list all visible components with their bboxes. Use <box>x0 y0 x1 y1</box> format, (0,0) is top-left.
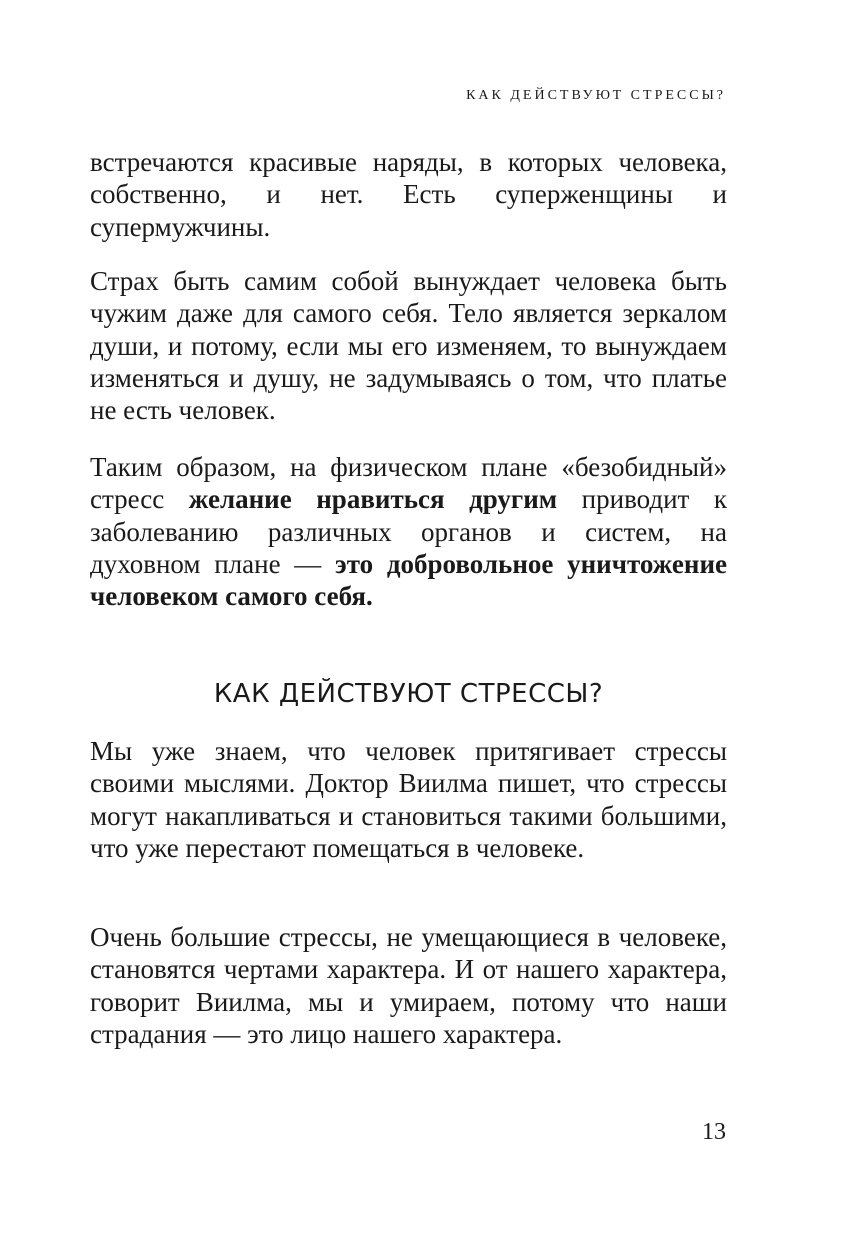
paragraph <box>90 146 727 243</box>
bold-phrase: это добровольное уничтожение человеком самого себя. <box>90 548 727 612</box>
bold-phrase: желание нравиться другим <box>188 484 558 515</box>
page-number: 13 <box>702 1119 726 1145</box>
section-heading: КАК ДЕЙСТВУЮТ СТРЕССЫ? <box>213 679 604 709</box>
paragraph <box>90 265 727 426</box>
paragraph <box>90 921 727 1050</box>
paragraph-text: Страх быть самим собой вынуждает человека быть чужим даже для самого себя. Тело является зеркалом души, и потому, если мы его изменяем, то вынуждаем изменяться и душу, не задумываясь о том, что платье не есть человек. <box>90 266 727 426</box>
running-head: КАК ДЕЙСТВУЮТ СТРЕССЫ? <box>466 88 726 103</box>
paragraph <box>90 451 727 612</box>
text-run: приводит к заболеванию различных органов и систем, на духовном плане — <box>90 484 727 579</box>
paragraph-text: Мы уже знаем, что человек притягивает стрессы своими мыслями. Доктор Виилма пишет, что стрессы могут накапливаться и становиться такими большими, что уже перестают помещаться в человеке. <box>90 736 727 863</box>
text-run: Таким образом, на физическом плане «безобидный» стресс <box>90 452 727 515</box>
paragraph-text <box>90 451 727 612</box>
paragraph <box>90 735 727 864</box>
paragraph-text: встречаются красивые наряды, в которых человека, собственно, и нет. Есть суперженщины и супермужчины. <box>90 147 727 242</box>
paragraph-text: Очень большие стрессы, не умещающиеся в человеке, становятся чертами характера. И от нашего характера, говорит Виилма, мы и умираем, потому что наши страдания — это лицо нашего характера. <box>90 922 727 1049</box>
